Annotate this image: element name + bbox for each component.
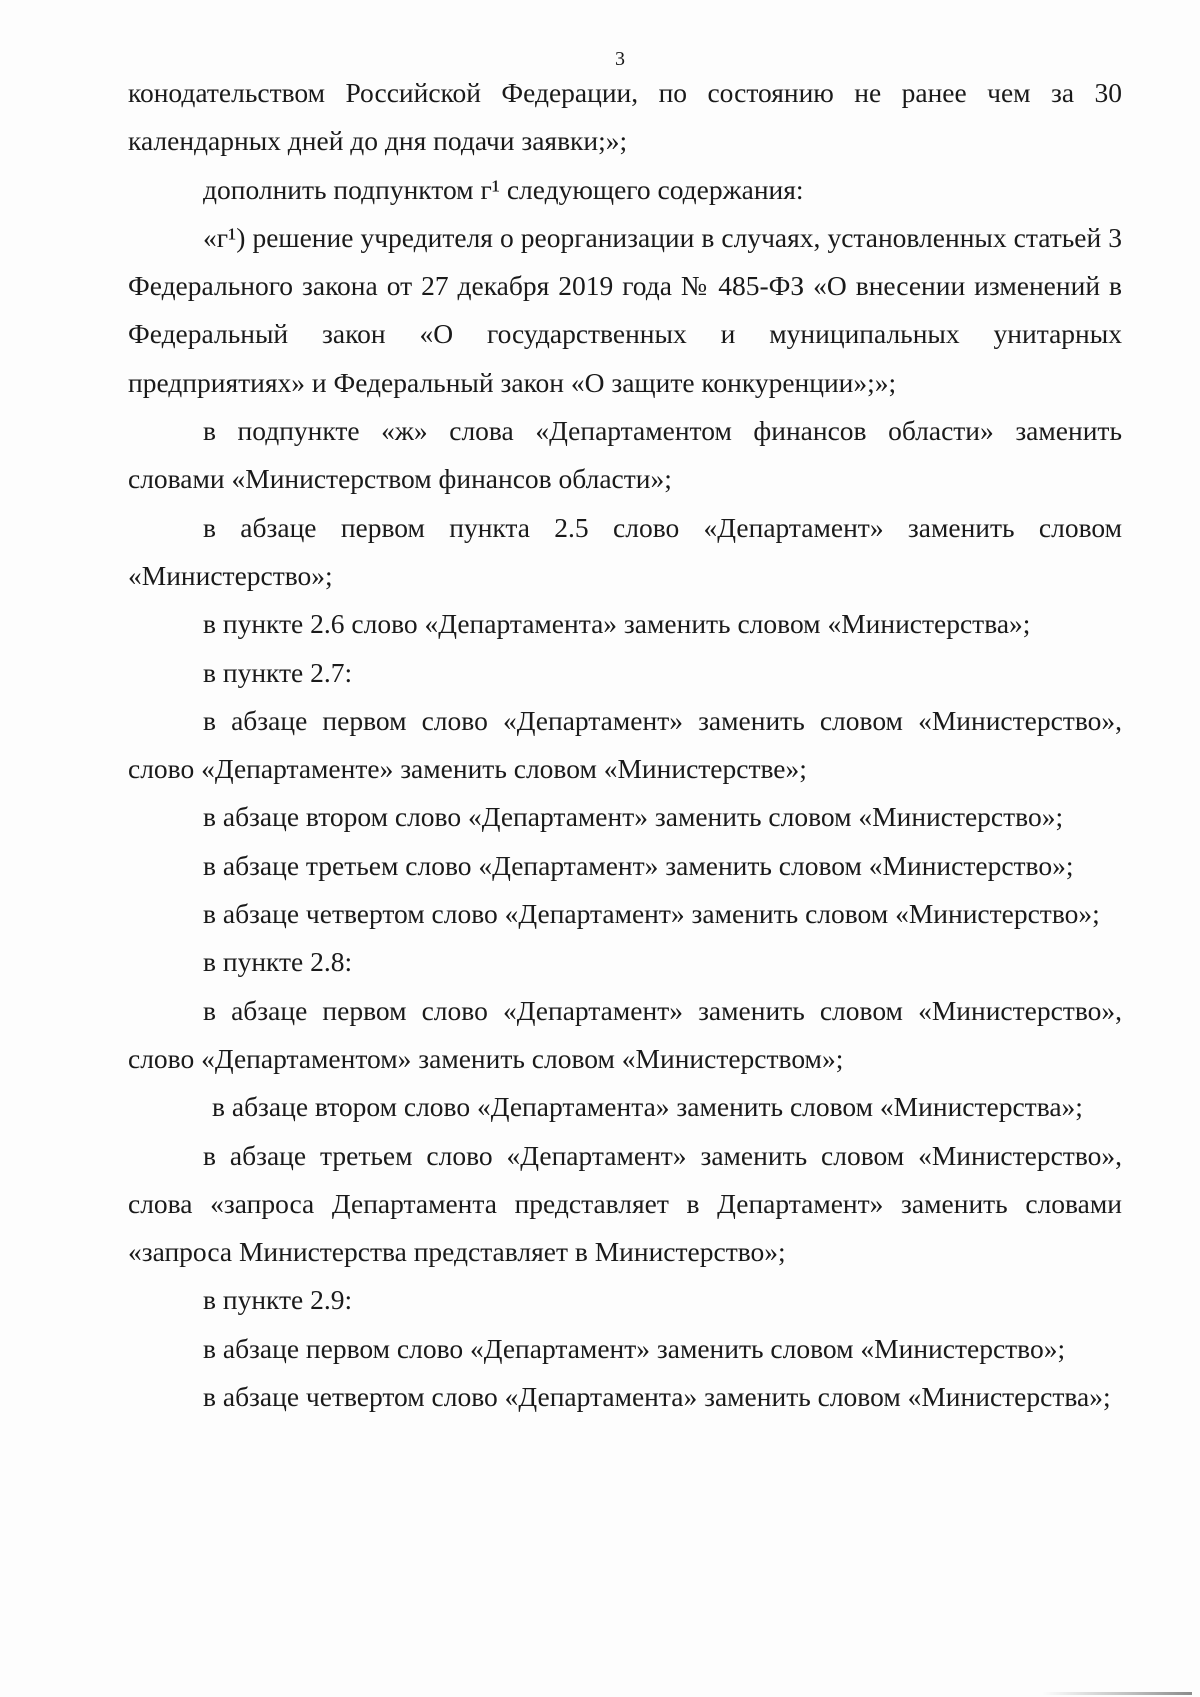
paragraph-2-8-second: в абзаце втором слово «Департамента» заменить словом «Министерства»; — [212, 1091, 1083, 1123]
paragraph-2-7-third: в абзаце третьем слово «Департамент» заменить словом «Министерство»; — [203, 849, 1074, 881]
paragraph-item-2-7: в пункте 2.7: — [203, 656, 353, 688]
page-number: 3 — [615, 48, 625, 70]
paragraph-2-9-fourth: в абзаце четвертом слово «Департамента» заменить словом «Министерства»; — [203, 1381, 1111, 1413]
paragraph-2-8-third: в абзаце третьем слово «Департамент» заменить словом «Министерство», слова «запроса Департамента представляет в Департамент» заменить словами «запроса Министерства представляет в Министерство»; — [128, 1139, 1122, 1268]
paragraph-2-7-fourth: в абзаце четвертом слово «Департамент» заменить словом «Министерство»; — [203, 898, 1100, 930]
paragraph-2-9-first: в абзаце первом слово «Департамент» заменить словом «Министерство»; — [203, 1332, 1066, 1364]
paragraph-subclause-zh: в подпункте «ж» слова «Департаментом финансов области» заменить словами «Министерством финансов области»; — [128, 415, 1122, 495]
paragraph-item-2-5: в абзаце первом пункта 2.5 слово «Департамент» заменить словом «Министерство»; — [128, 511, 1122, 591]
scan-edge-mark — [1042, 1692, 1192, 1695]
paragraph-add-subclause: дополнить подпунктом г¹ следующего содержания: — [203, 173, 804, 205]
paragraph-2-8-first: в абзаце первом слово «Департамент» заменить словом «Министерство», слово «Департаментом» заменить словом «Министерством»; — [128, 994, 1122, 1074]
paragraph-item-2-9: в пункте 2.9: — [203, 1284, 353, 1316]
paragraph-2-7-first: в абзаце первом слово «Департамент» заменить словом «Министерство», слово «Департаменте» заменить словом «Министерстве»; — [128, 704, 1122, 785]
paragraph-item-2-8: в пункте 2.8: — [203, 946, 353, 978]
paragraph-continuation: конодательством Российской Федерации, по состоянию не ранее чем за 30 календарных дней до дня подачи заявки;»; — [128, 77, 1122, 157]
document-body — [128, 69, 1122, 1421]
paragraph-subclause-g1: «г¹) решение учредителя о реорганизации в случаях, установленных статьей 3 Федерального закона от 27 декабря 2019 года № 485-ФЗ «О внесении изменений в Федеральный закон «О государственных и муниципальных унитарных предприятиях» и Федеральный закон «О защите конкуренции»;»; — [128, 221, 1122, 398]
paragraph-2-7-second: в абзаце втором слово «Департамент» заменить словом «Министерство»; — [203, 801, 1064, 833]
paragraph-item-2-6: в пункте 2.6 слово «Департамента» заменить словом «Министерства»; — [203, 608, 1031, 640]
